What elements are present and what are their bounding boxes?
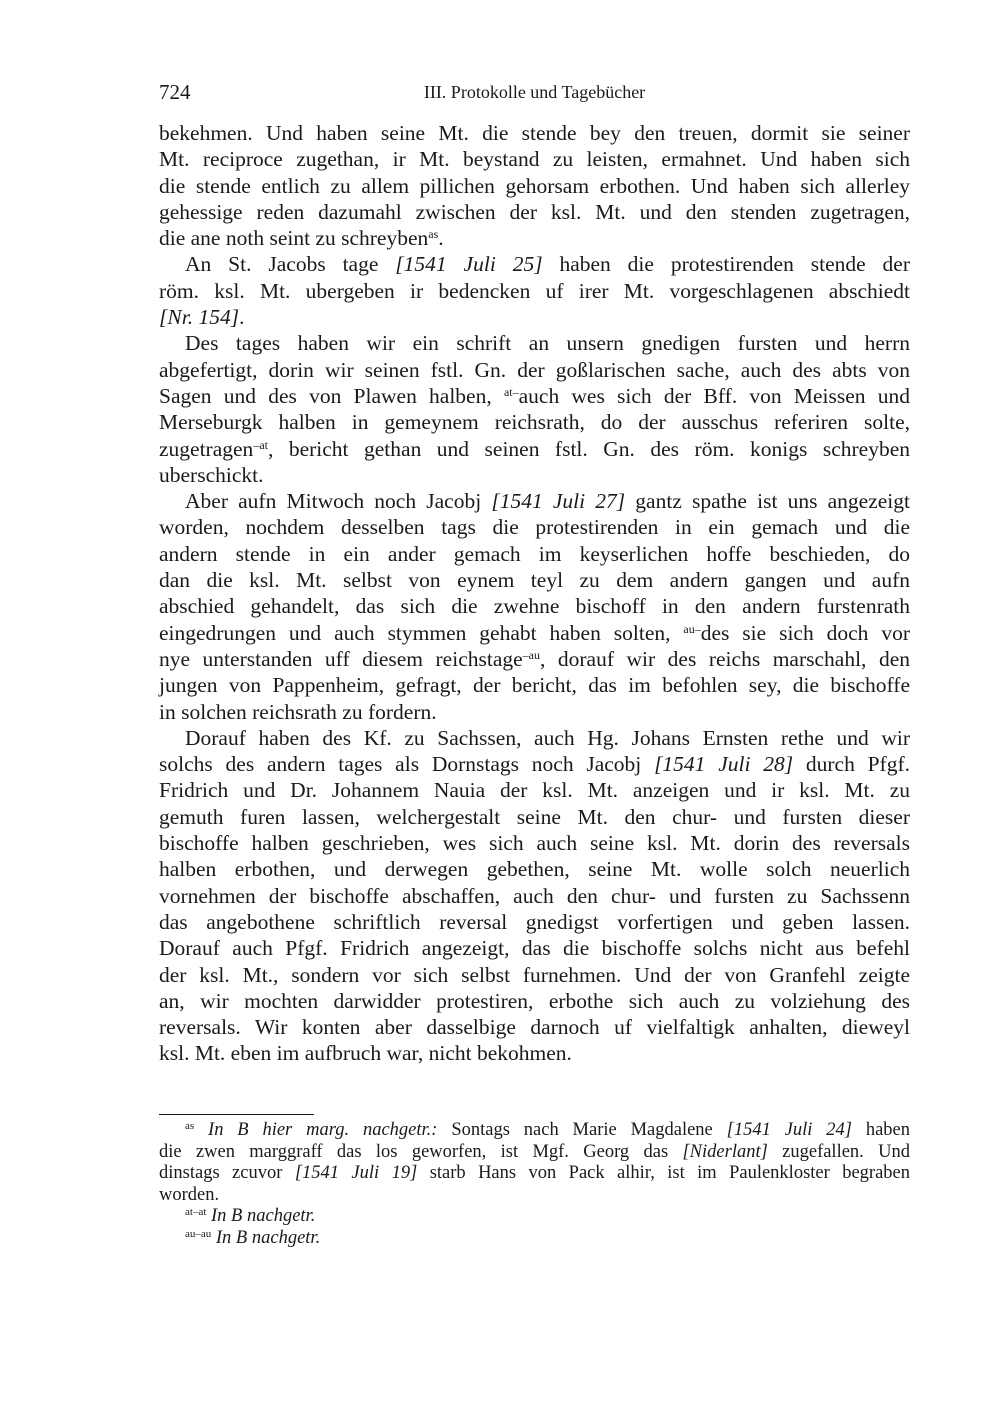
text-line: worden, nochdem desselben tags die protestirenden in ein gemach und die xyxy=(159,515,910,540)
footnote-ref-at-start[interactable]: at– xyxy=(503,384,519,399)
text-line: Fridrich und Dr. Johannem Nauia der ksl. Mt. anzeigen und ir ksl. Mt. zu xyxy=(159,778,910,803)
text-line: gemuth furen lassen, welchergestalt seine Mt. den chur- und fursten dieser xyxy=(159,804,910,829)
text-line xyxy=(159,383,910,409)
footnote-marker: at–at xyxy=(185,1206,207,1218)
text-span: . xyxy=(438,226,444,251)
text-span: die zwen marggraff das los geworfen, ist Mgf. Georg das xyxy=(159,1141,683,1162)
page-number: 724 xyxy=(159,80,191,104)
text-span: . xyxy=(239,305,245,330)
footnote-ref-as[interactable]: as xyxy=(428,227,439,242)
paragraph-4 xyxy=(159,488,910,725)
editorial-note: In B hier marg. nachgetr.: xyxy=(208,1120,438,1140)
text-line: das angebothene schriftlich reversal gnedigst vorfertigen und geben lassen. xyxy=(159,909,910,934)
paragraph-1 xyxy=(159,120,910,251)
text-line xyxy=(159,251,910,277)
text-span: haben xyxy=(851,1120,911,1140)
paragraph-2 xyxy=(159,251,910,330)
text-line: die stende entlich zu allem pillichen gehorsam erbothen. Und haben sich allerley xyxy=(159,173,910,198)
text-line: der ksl. Mt., sondern vor sich selbst furnehmen. Und der von Granfehl zeigte xyxy=(159,962,910,987)
text-line: abgefertigt, dorin wir seinen fstl. Gn. der goßlarischen sache, auch des abts von xyxy=(159,357,910,382)
text-line xyxy=(159,751,910,777)
text-line: bischoffe halben geschrieben, wes sich auch seine ksl. Mt. dorin des reversals xyxy=(159,831,910,856)
paragraph-5 xyxy=(159,725,910,1067)
text-line: an, wir mochten darwidder protestiren, erbothe sich auch zu volziehung des xyxy=(159,988,910,1013)
main-text xyxy=(159,120,910,1067)
document-reference: [Nr. 154] xyxy=(159,305,240,330)
footnote-ref-at-end[interactable]: –at xyxy=(253,437,268,452)
running-title: III. Protokolle und Tagebücher xyxy=(423,82,646,102)
footnote-ref-au-end[interactable]: –au xyxy=(522,647,540,662)
text-line: dan die ksl. Mt. selbst von eynem teyl zu dem andern gangen und aufn xyxy=(159,568,910,593)
footnote-marker: as xyxy=(185,1120,195,1132)
paragraph-3 xyxy=(159,330,910,488)
text-line: gehessige reden dazumahl zwischen der ksl. Mt. und den stenden zugetragen, xyxy=(159,199,910,224)
text-line: bekehmen. Und haben seine Mt. die stende bey den treuen, dormit sie seiner xyxy=(159,121,910,145)
text-line: Des tages haben wir ein schrift an unsern gnedigen fursten und herrn xyxy=(185,331,910,356)
text-line xyxy=(159,436,910,462)
text-line: abschied gehandelt, das sich die zwehne bischoff in den andern furstenrath xyxy=(159,594,910,619)
text-span: Sontags nach Marie Magdalene xyxy=(437,1120,727,1140)
text-span: zugetragen xyxy=(159,436,254,461)
text-line: ksl. Mt. eben im aufbruch war, nicht bekohmen. xyxy=(159,1041,572,1066)
text-span: die ane noth seint zu schreyben xyxy=(159,226,429,251)
text-span: solchs des andern tages als Dornstags noch Jacobj xyxy=(159,752,655,777)
text-line: jungen von Pappenheim, gefragt, der bericht, das im befohlen sey, die bischoffe xyxy=(159,673,910,698)
text-line xyxy=(159,225,910,251)
text-span: durch Pfgf. xyxy=(793,752,910,777)
text-line xyxy=(159,304,910,330)
date-annotation: [1541 Juli 24] xyxy=(726,1120,852,1140)
text-span: auch wes sich der Bff. von Meissen und xyxy=(518,383,910,408)
text-line: in solchen reichsrath zu fordern. xyxy=(159,699,437,724)
text-span: dinstags zcuvor xyxy=(159,1163,295,1183)
text-span: , dorauf wir des reichs marschahl, den xyxy=(540,646,910,671)
footnote-au xyxy=(159,1228,910,1250)
text-span: gantz spathe ist uns angezeigt xyxy=(625,489,910,514)
text-span: Sagen und des von Plawen halben, xyxy=(159,383,504,408)
text-line: Dorauf haben des Kf. zu Sachssen, auch Hg. Johans Ernsten rethe und wir xyxy=(185,725,910,750)
date-annotation: [1541 Juli 27] xyxy=(491,489,626,514)
editorial-insertion: [Niderlant] xyxy=(682,1141,768,1162)
footnote-at xyxy=(159,1206,910,1228)
text-line: Merseburgk halben in gemeynem reichsrath, do der ausschus referiren solte, xyxy=(159,410,910,435)
text-line: Dorauf auch Pfgf. Fridrich angezeigt, das die bischoffe solchs nicht aus befehl xyxy=(159,936,910,961)
text-span: des sie sich doch vor xyxy=(700,620,910,645)
footnote-as xyxy=(159,1120,910,1206)
footnotes xyxy=(159,1120,910,1249)
text-line: röm. ksl. Mt. ubergeben ir bedencken uf irer Mt. vorgeschlagenen abschiedt xyxy=(159,278,910,303)
text-line xyxy=(159,646,910,672)
text-line: vornehmen der bischoffe abschaffen, auch den chur- und fursten zu Sachssenn xyxy=(159,883,910,908)
text-line: uberschickt. xyxy=(159,462,264,487)
editorial-note: In B nachgetr. xyxy=(215,1227,321,1248)
text-span: Aber aufn Mitwoch noch Jacobj xyxy=(185,489,492,514)
text-line xyxy=(159,620,910,646)
text-span: zugefallen. Und xyxy=(767,1141,910,1162)
date-annotation: [1541 Juli 28] xyxy=(654,752,794,777)
date-annotation: [1541 Juli 19] xyxy=(294,1163,418,1183)
footnote-marker: au–au xyxy=(185,1227,212,1240)
text-span: An St. Jacobs tage xyxy=(185,252,396,277)
footnote-line xyxy=(159,1163,910,1185)
editorial-note: In B nachgetr. xyxy=(211,1206,316,1226)
text-span: eingedrungen und auch stymmen gehabt haben solten, xyxy=(159,620,684,645)
footnote-line: worden. xyxy=(159,1184,220,1205)
footnote-separator xyxy=(159,1114,314,1115)
text-line: andern stende in ein ander gemach im keyserlichen hoffe beschieden, do xyxy=(159,541,910,566)
text-line: reversals. Wir konten aber dasselbige darnoch uf vielfaltigk anhalten, dieweyl xyxy=(159,1015,910,1040)
text-span: nye unterstanden uff diesem reichstage xyxy=(159,646,523,671)
text-line: halben erbothen, und derwegen gebethen, seine Mt. wolle solch neuerlich xyxy=(159,857,910,882)
footnote-ref-au-start[interactable]: au– xyxy=(683,621,701,636)
date-annotation: [1541 Juli 25] xyxy=(395,252,543,277)
text-span: haben die protestirenden stende der xyxy=(542,252,910,277)
text-span: starb Hans von Pack alhir, ist im Paulenkloster begraben xyxy=(417,1163,910,1183)
page-header xyxy=(159,80,910,108)
text-span: , bericht gethan und seinen fstl. Gn. des röm. konigs schreyben xyxy=(267,436,910,461)
footnote-line xyxy=(159,1142,910,1164)
text-line xyxy=(159,488,910,514)
text-line: Mt. reciproce zugethan, ir Mt. beystand zu leisten, ermahnet. Und haben sich xyxy=(159,147,910,172)
footnote-line xyxy=(159,1120,910,1142)
